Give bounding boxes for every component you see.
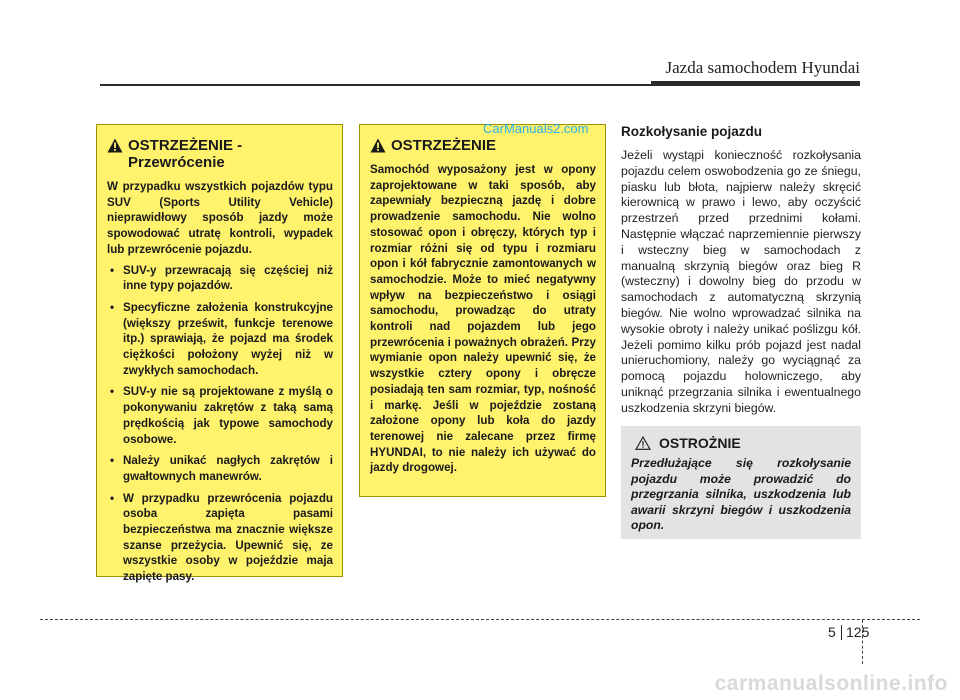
warning-rollover-title-line1: OSTRZEŻENIE - <box>128 137 243 154</box>
rocking-heading: Rozkołysanie pojazdu <box>621 124 763 139</box>
rocking-section <box>621 124 861 417</box>
footer-rule <box>40 619 920 620</box>
warning-rollover-title <box>107 137 333 171</box>
list-item: • SUV-y nie są projektowane z myślą o pokonywaniu zakrętów z taką samą prędkością jak typowe samochody osobowe. <box>107 384 333 447</box>
caution-title-text: OSTROŻNIE <box>659 435 741 451</box>
list-item: • Należy unikać nagłych zakrętów i gwałtownych manewrów. <box>107 453 333 484</box>
warning-rollover-intro: W przypadku wszystkich pojazdów typu SUV (Sports Utility Vehicle) nieprawidłowy sposób jazdy może spowodować utratę kontroli, wypadek lub przewrócenie pojazdu. <box>107 180 333 256</box>
warning-tires-title <box>370 137 596 154</box>
list-item: • W przypadku przewrócenia pojazdu osoba zapięta pasami bezpieczeństwa ma znacznie większe szanse przeżycia. Upewnić się, ze wszystkie osoby w pojeździe maja zapięte pasy. <box>107 491 333 585</box>
header-rule-accent <box>651 81 860 85</box>
caution-title <box>631 435 851 451</box>
warning-tires-box <box>359 124 606 497</box>
rocking-text: Jeżeli wystąpi konieczność rozkołysania pojazdu celem oswobodzenia go ze śniegu, piasku lub błota, najpierw należy skręcić kierownicą w prawo i lewo, aby oczyścić przestrzeń przed przednimi kołami. Następnie włączać naprzemiennie pierwszy i wsteczny bieg w samochodach z manualną skrzynią biegów oraz bieg R (wsteczny) i dowolny bieg do przodu w samochodach z automatyczną skrzynią biegów. Nie wolno wprowadzać silnika na wysokie obroty i należy unikać poślizgu kół. Jeżeli pomimo kilku prób pojazd jest nadal unieruchomiony, należy go wyciągnąć za pomocą pojazdu holowniczego, aby uniknąć przegrzania silnika i ewentualnego uszkodzenia skrzyni biegów. <box>621 148 861 415</box>
caution-triangle-icon <box>635 436 651 450</box>
warning-rollover-list <box>107 263 333 585</box>
warning-triangle-icon <box>370 138 386 153</box>
warning-triangle-icon <box>107 138 123 153</box>
warning-rollover-box <box>96 124 343 584</box>
header-title: Jazda samochodem Hyundai <box>665 58 860 77</box>
page-number: 125 <box>846 624 870 640</box>
page-separator <box>841 625 842 640</box>
caution-box <box>621 426 861 539</box>
chapter-number: 5 <box>828 624 836 640</box>
list-item: • Specyficzne założenia konstrukcyjne (większy prześwit, funkcje terenowe itp.) sprawiają, że pojazd ma środek ciężkości położony wyżej niż w zwykłych samochodach. <box>107 300 333 379</box>
warning-tires-title-text: OSTRZEŻENIE <box>391 137 497 154</box>
watermark-top: CarManuals2.com <box>483 121 589 136</box>
warning-rollover-title-line2: Przewrócenie <box>128 154 225 171</box>
list-item: • SUV-y przewracają się częściej niż inne typy pojazdów. <box>107 263 333 294</box>
caution-text: Przedłużające się rozkołysanie pojazdu może prowadzić do przegrzania silnika, uszkodzenia lub awarii skrzyni biegów i uszkodzenia opon. <box>631 456 851 533</box>
warning-tires-text: Samochód wyposażony jest w opony zaprojektowane w taki sposób, aby zapewniały bezpieczną jazdę i dobre prowadzenie samochodu. Nie wolno stosować opon i obręczy, których typ i rozmiar różni się od typu i rozmiaru opon i kół fabrycznie zamontowanych w samochodzie. Może to mieć negatywny wpływ na bezpieczeństwo i osiągi samochodu, prowadząc do utraty kontroli nad pojazdem lub jego przewrócenia i poważnych obrażeń. Przy wymianie opon należy upewnić się, że wszystkie cztery opony i obręcze posiadają ten sam rozmiar, typ, nośność i markę. Jeśli w pojeździe zostaną założone opony lub koła do jazdy terenowej nie zalecane przez firmę HYUNDAI, to nie należy ich używać do jazdy drogowej. <box>370 163 596 475</box>
watermark-bottom: carmanualsonline.info <box>714 672 948 695</box>
